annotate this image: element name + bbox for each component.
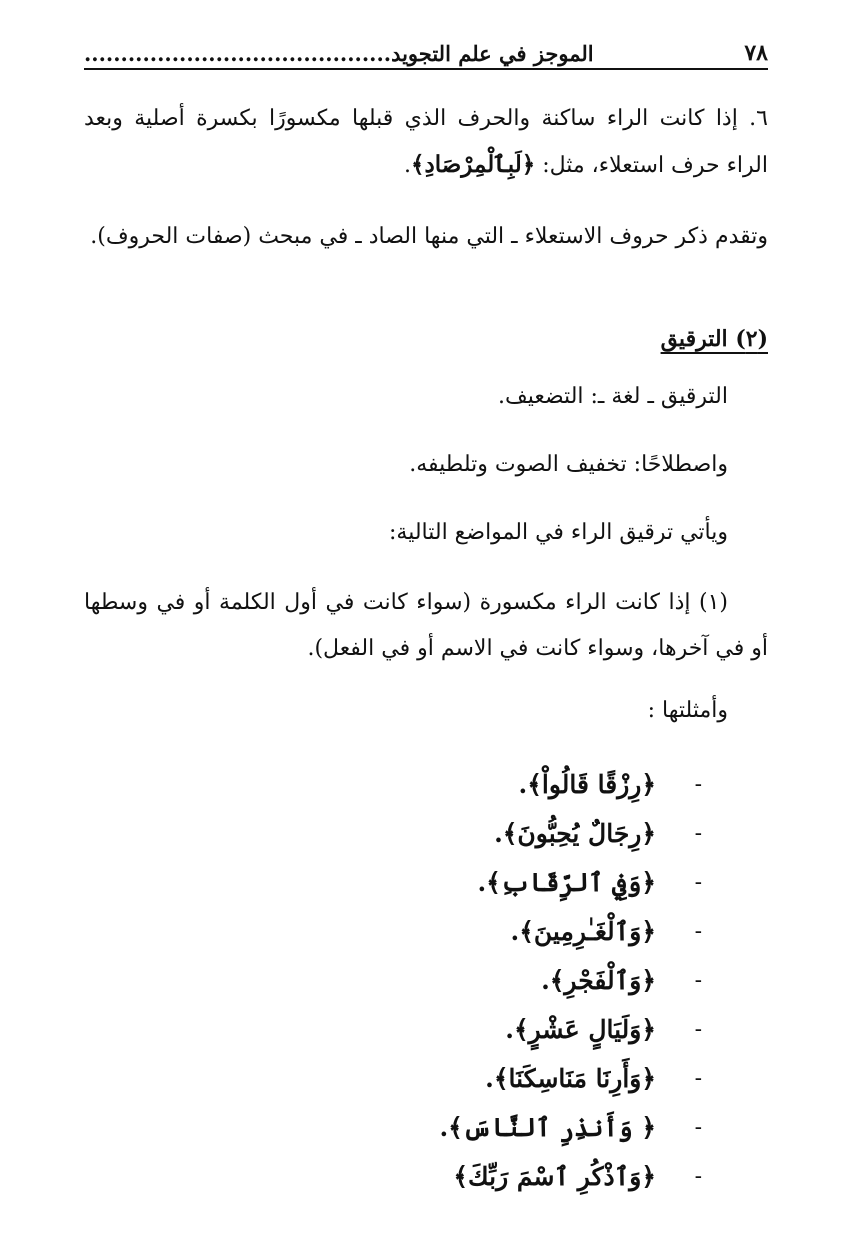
- list-dash: -: [694, 821, 702, 846]
- page-header: [84, 30, 768, 70]
- list-item: [382, 858, 702, 907]
- list-item: [382, 907, 702, 956]
- page-number: ٧٨: [744, 40, 768, 66]
- section-heading-tarqiq: (٢) الترقيق: [660, 326, 768, 352]
- list-dash: -: [694, 1017, 702, 1042]
- quran-example: ﴿ وَأَنذِرِ ٱلنَّاسَ﴾.: [439, 1113, 656, 1142]
- quran-example: ﴿وَٱلْغَـٰرِمِينَ﴾.: [510, 917, 656, 946]
- list-dash: -: [694, 1164, 702, 1189]
- list-dash: -: [694, 1115, 702, 1140]
- quran-example: ﴿رِزْقًا قَالُواْ﴾.: [518, 770, 656, 799]
- list-item: [382, 760, 702, 809]
- positions-intro: ويأتي ترقيق الراء في المواضع التالية:: [388, 520, 728, 545]
- list-item: [382, 1152, 702, 1201]
- list-item: [382, 1054, 702, 1103]
- book-title: الموجز في علم التجويد..........................................: [84, 41, 594, 66]
- case-1-paragraph: (١) إذا كانت الراء مكسورة (سواء كانت في أول الكلمة أو في وسطها أو في آخرها، وسواء كانت في الاسم أو في الفعل).: [84, 590, 768, 661]
- quran-example-mirsad: ﴿لَبِٱلْمِرْصَادِ﴾: [411, 151, 536, 178]
- definition-technical: واصطلاحًا: تخفيف الصوت وتلطيفه.: [409, 452, 728, 477]
- list-dash: -: [694, 968, 702, 993]
- quran-example: ﴿وَأَرِنَا مَنَاسِكَنَا﴾.: [485, 1064, 656, 1093]
- quran-example: ﴿رِجَالٌ يُحِبُّونَ﴾.: [494, 819, 656, 848]
- paragraph-rule-6: [84, 96, 768, 189]
- examples-list: [382, 760, 702, 1201]
- rule-6-end: .: [404, 153, 412, 178]
- quran-example: ﴿وَفِي ٱلرِّقَابِ﴾.: [477, 868, 656, 897]
- list-dash: -: [694, 919, 702, 944]
- list-item: [382, 956, 702, 1005]
- list-dash: -: [694, 1066, 702, 1091]
- list-item: [382, 1103, 702, 1152]
- quran-example: ﴿وَٱلْفَجْرِ﴾.: [541, 966, 656, 995]
- list-item: [382, 1005, 702, 1054]
- list-dash: -: [694, 870, 702, 895]
- list-dash: -: [694, 772, 702, 797]
- definition-linguistic: الترقيق ـ لغة ـ: التضعيف.: [497, 384, 728, 409]
- examples-label: وأمثلتها :: [647, 698, 728, 723]
- paragraph-note: وتقدم ذكر حروف الاستعلاء ـ التي منها الصاد ـ في مبحث (صفات الحروف).: [90, 224, 768, 249]
- list-item: [382, 809, 702, 858]
- quran-example: ﴿وَلَيَالٍ عَشْرٍ﴾.: [505, 1015, 656, 1044]
- quran-example: ﴿وَٱذْكُرِ ٱسْمَ رَبِّكَ﴾: [453, 1162, 656, 1191]
- rule-6-text: ٦. إذا كانت الراء ساكنة والحرف الذي قبلها مكسورًا بكسرة أصلية وبعد الراء حرف استعلاء، مثل:: [84, 106, 768, 178]
